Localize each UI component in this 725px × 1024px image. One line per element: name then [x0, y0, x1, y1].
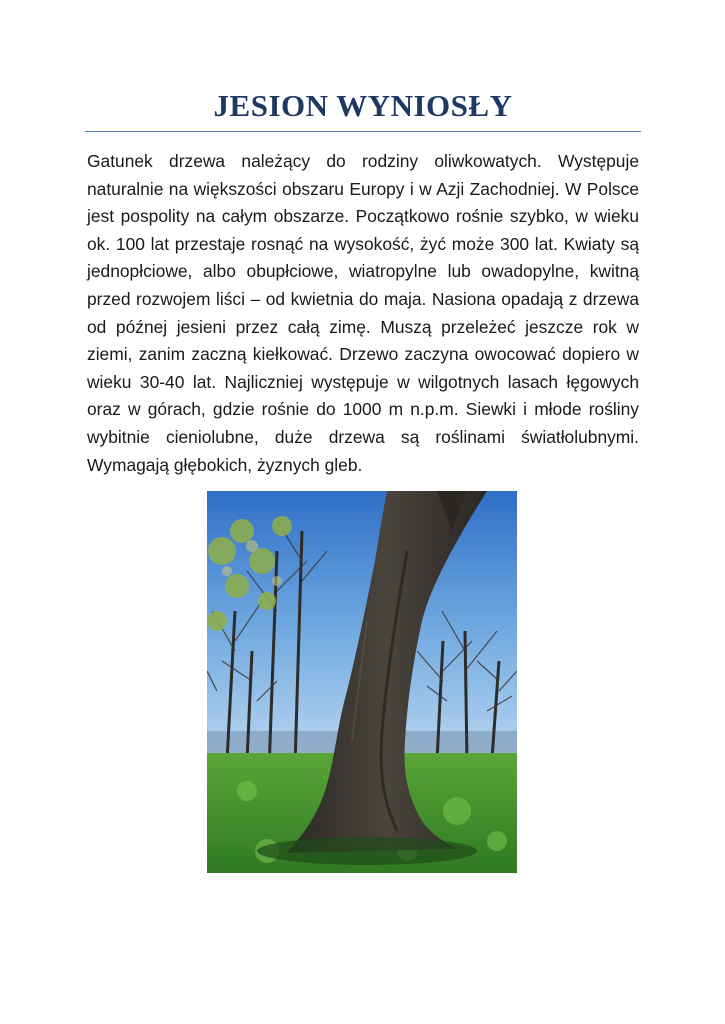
body-paragraph: Gatunek drzewa należący do rodziny oliwkowatych. Występuje naturalnie na większości obszaru Europy i w Azji Zachodniej. W Polsce jest pospolity na całym obszarze. Początkowo rośnie szybko, w wieku ok. 100 lat przestaje rosnąć na wysokość, żyć może 300 lat. Kwiaty są jednopłciowe, albo obupłciowe, wiatropylne lub owadopylne, kwitną przed rozwojem liści – od kwietnia do maja. Nasiona opadają z drzewa od późnej jesieni przez całą zimę. Muszą przeleżeć jeszcze rok w ziemi, zanim zaczną kiełkować. Drzewo zaczyna owocować dopiero w wieku 30-40 lat. Najliczniej występuje w wilgotnych lasach łęgowych oraz w górach, gdzie rośnie do 1000 m n.p.m. Siewki i młode rośliny wybitnie cieniolubne, duże drzewa są roślinami światłolubnymi. Wymagają głębokich, żyznych gleb.: [87, 151, 639, 475]
ash-tree-photo: [207, 491, 517, 873]
page-title: JESION WYNIOSŁY: [213, 88, 513, 123]
title-underline: [85, 131, 641, 132]
